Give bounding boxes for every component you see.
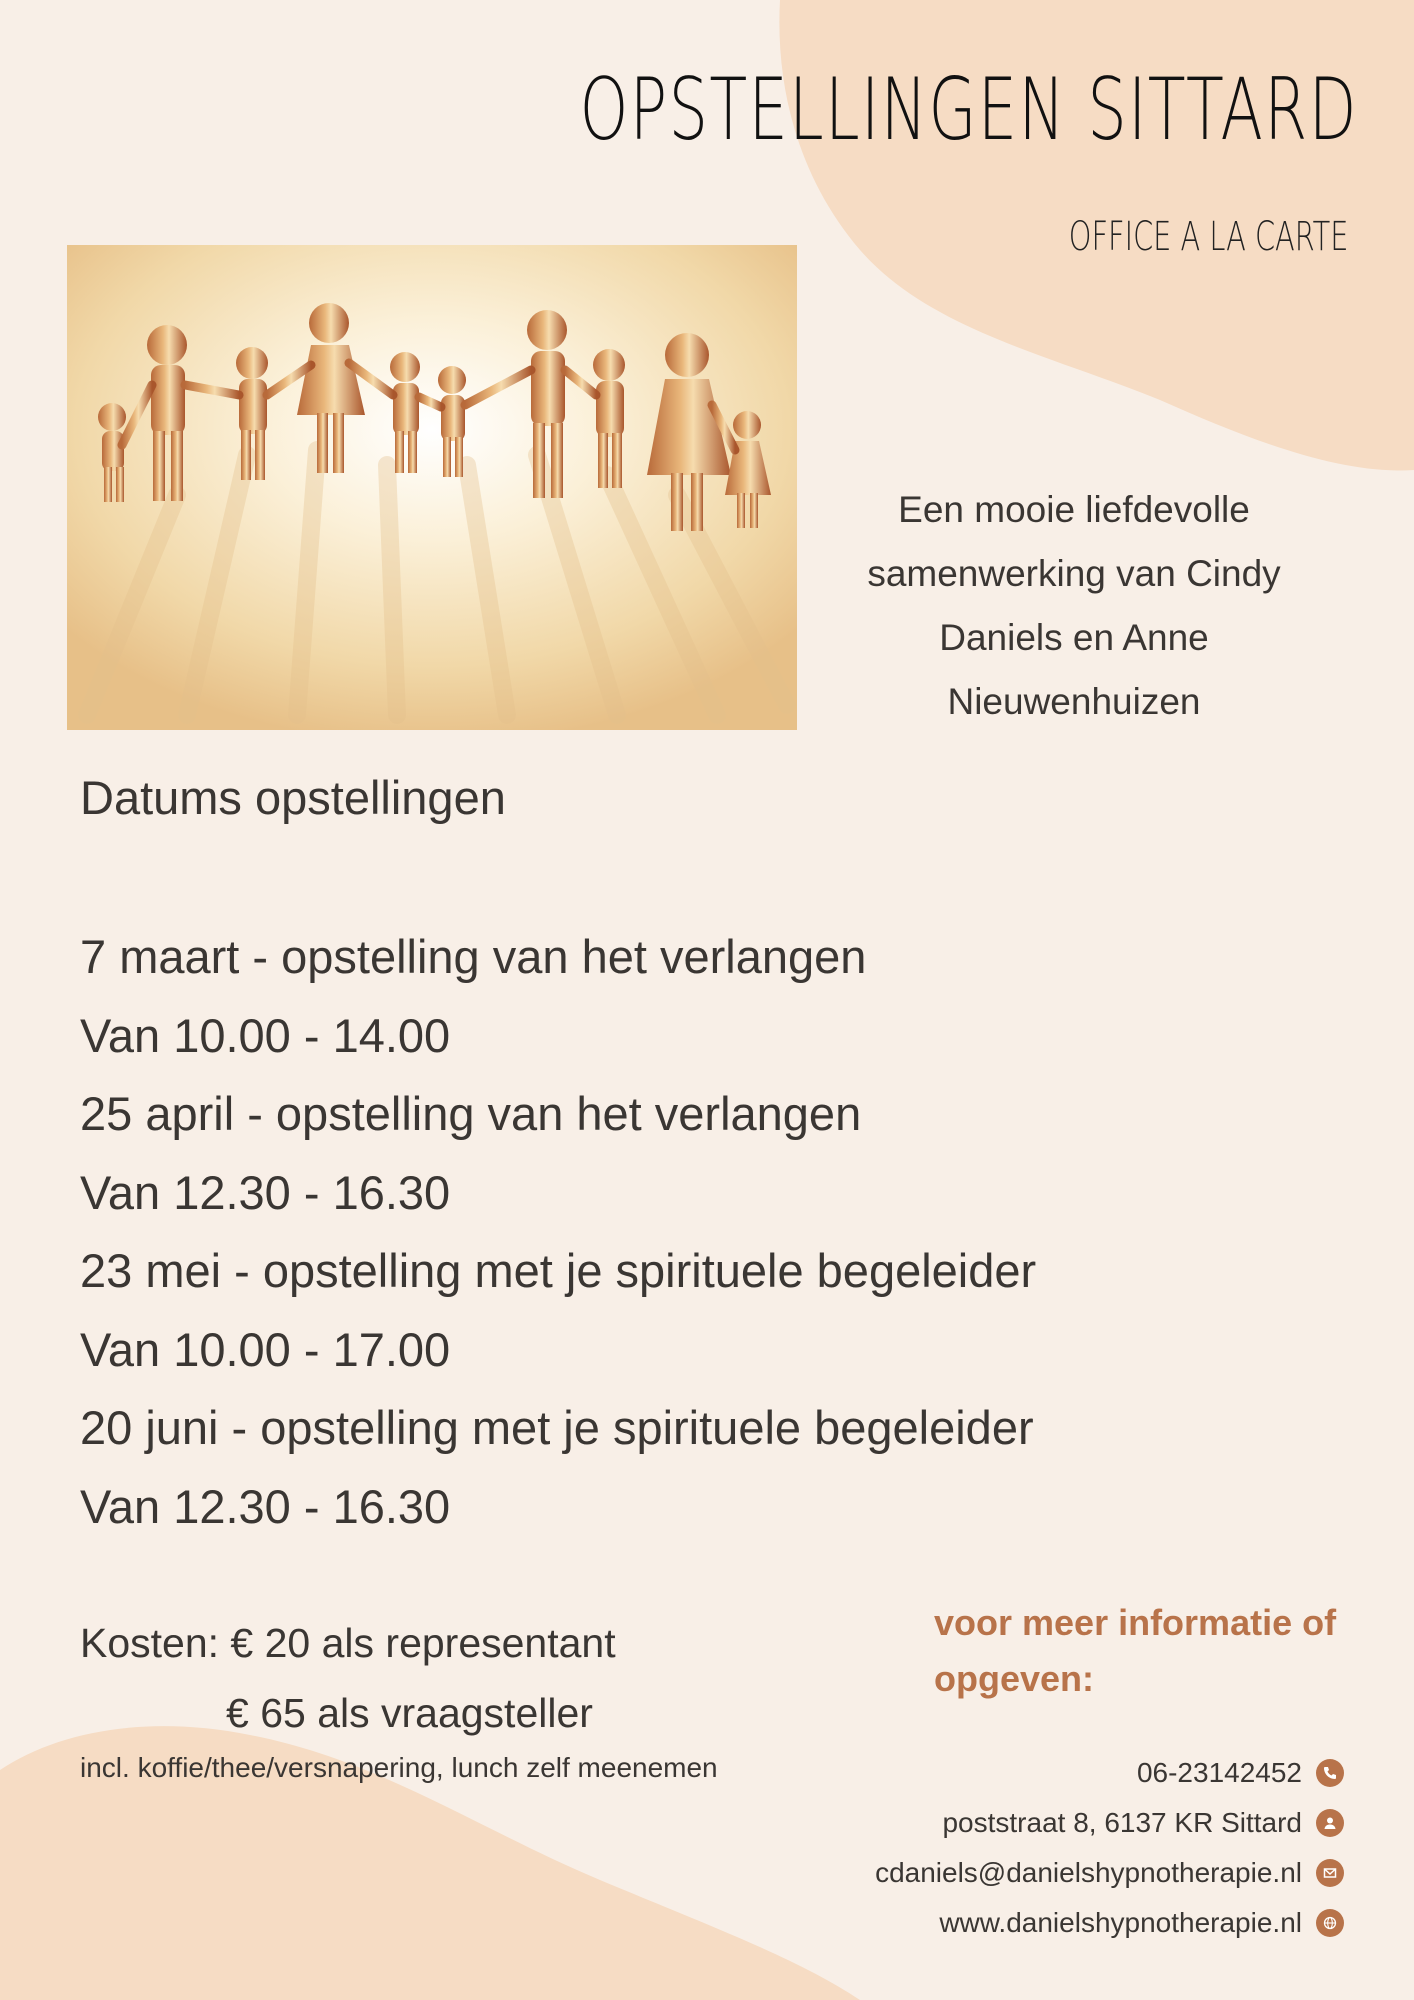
contact-address bbox=[875, 1798, 1344, 1848]
cost-vraagsteller: € 65 als vraagsteller bbox=[226, 1690, 593, 1736]
cost-note: incl. koffie/thee/versnapering, lunch zelf meenemen bbox=[80, 1752, 718, 1783]
date-item-april: 25 april - opstelling van het verlangen bbox=[80, 1087, 862, 1140]
phone-icon bbox=[1316, 1759, 1344, 1787]
contact-block bbox=[875, 1748, 1344, 1948]
cost-representant: Kosten: € 20 als representant bbox=[80, 1620, 616, 1666]
dates-list bbox=[80, 918, 1036, 1546]
intro-text: Een mooie liefdevolle samenwerking van Cindy Daniels en Anne Nieuwenhuizen bbox=[867, 489, 1281, 722]
contact-email[interactable] bbox=[875, 1848, 1344, 1898]
dates-heading: Datums opstellingen bbox=[80, 771, 506, 824]
address-text: poststraat 8, 6137 KR Sittard bbox=[942, 1807, 1302, 1838]
date-item-juni: 20 juni - opstelling met je spirituele begeleider bbox=[80, 1401, 1034, 1454]
contact-website[interactable] bbox=[875, 1898, 1344, 1948]
info-heading: voor meer informatie of opgeven: bbox=[934, 1602, 1337, 1699]
contact-phone[interactable] bbox=[875, 1748, 1344, 1798]
date-item-maart: 7 maart - opstelling van het verlangen bbox=[80, 930, 867, 983]
globe-icon bbox=[1316, 1909, 1344, 1937]
time-item-maart: Van 10.00 - 14.00 bbox=[80, 1008, 451, 1062]
phone-text: 06-23142452 bbox=[1136, 1757, 1302, 1788]
email-text: cdaniels@danielshypnotherapie.nl bbox=[875, 1857, 1302, 1888]
paper-family-chain-image bbox=[67, 245, 797, 730]
time-item-april: Van 12.30 - 16.30 bbox=[80, 1165, 451, 1219]
time-item-mei: Van 10.00 - 17.00 bbox=[80, 1322, 451, 1376]
page-subtitle: OFFICE A LA CARTE bbox=[1068, 214, 1348, 260]
time-item-juni: Van 12.30 - 16.30 bbox=[80, 1479, 451, 1533]
page-title: OPSTELLINGEN SITTARD bbox=[579, 60, 1358, 160]
mail-icon bbox=[1316, 1859, 1344, 1887]
website-text: www.danielshypnotherapie.nl bbox=[939, 1907, 1302, 1938]
date-item-mei: 23 mei - opstelling met je spirituele begeleider bbox=[80, 1244, 1037, 1297]
person-icon bbox=[1316, 1809, 1344, 1837]
